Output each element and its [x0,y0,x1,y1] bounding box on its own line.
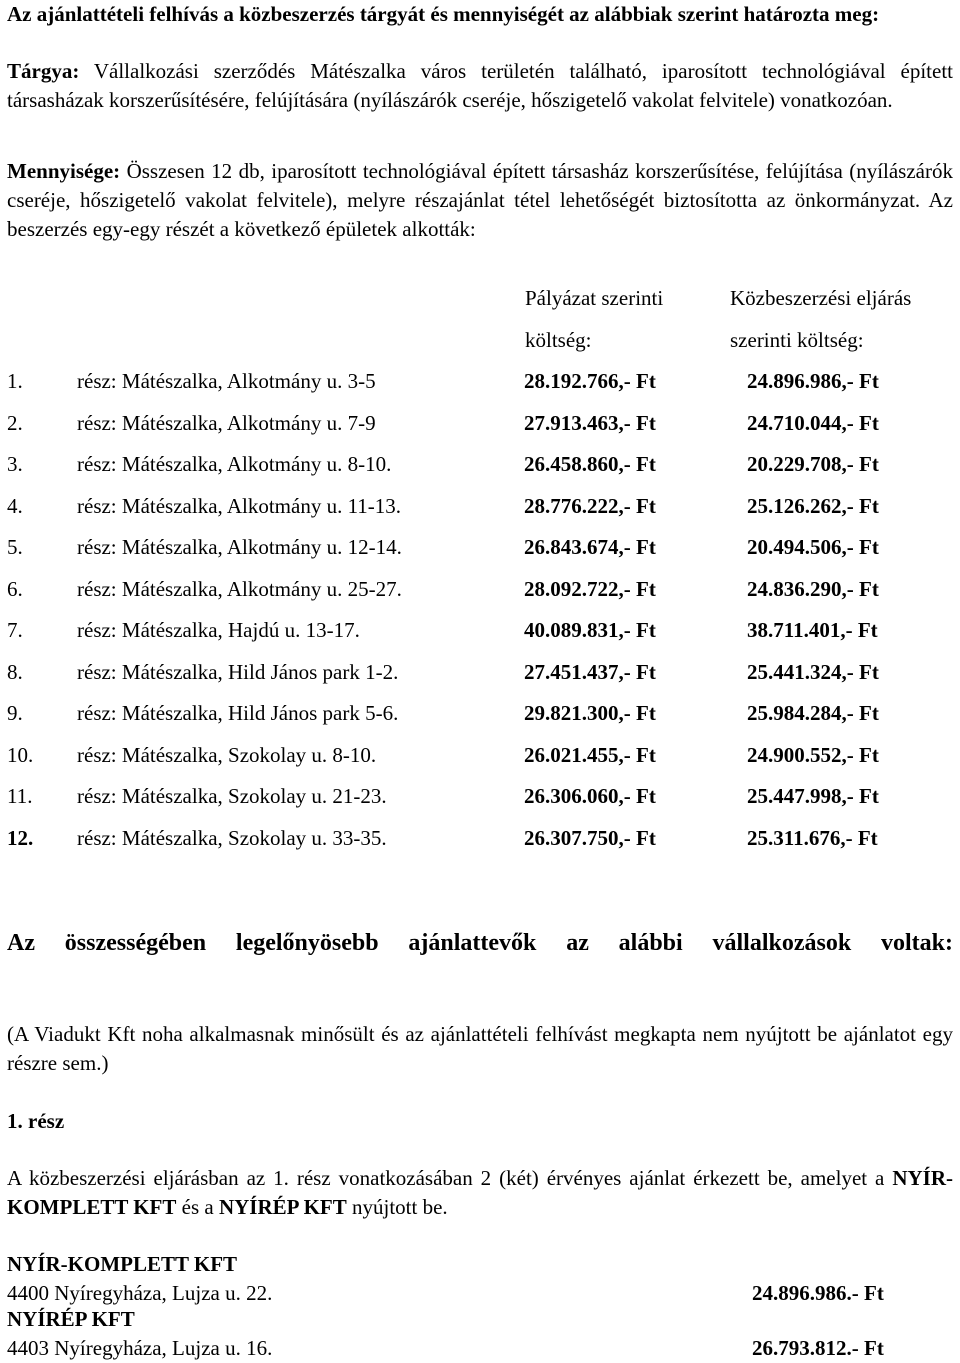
part-location: rész: Mátészalka, Hajdú u. 13-17. [77,618,360,642]
part-number: 10. [7,742,34,767]
subject-label: Tárgya: [7,59,80,83]
procurement-cost: 25.126.262,- Ft [747,493,879,518]
part-location: rész: Mátészalka, Alkotmány u. 11-13. [77,493,402,518]
quantity-text: Összesen 12 db, iparosított technológiával épített társasház korszerűsítése, felújítása (nyílászárók cseréje, hőszigetelő vakolat felvitele), melyre részajánlat tétel lehetőségét biztosította az önkormányzat. Az beszerzés egy-egy részét a következő épületek alkották: [7,159,953,241]
procurement-cost: 20.494.506,- Ft [747,535,879,559]
procurement-cost: 24.710.044,- Ft [747,410,879,435]
part-location: rész: Mátészalka, Szokolay u. 21-23. [77,784,387,808]
bidder-name: NYÍRÉP KFT [7,1307,135,1331]
part-location: rész: Mátészalka, Alkotmány u. 7-9 [77,410,376,435]
planned-cost: 29.821.300,- Ft [524,701,656,725]
subject-paragraph [7,57,953,115]
part-number: 4. [7,493,23,518]
part-number: 11. [7,784,33,808]
bidder-amount: 24.896.986.- Ft [752,1281,884,1305]
planned-cost: 28.192.766,- Ft [524,369,656,393]
part-location: rész: Mátészalka, Alkotmány u. 12-14. [77,535,402,559]
procurement-cost: 25.311.676,- Ft [747,825,878,850]
table-row [7,658,953,700]
procurement-cost: 24.836.290,- Ft [747,576,879,601]
part-number: 6. [7,576,23,601]
part-location: rész: Mátészalka, Hild János park 1-2. [77,659,399,684]
part1-intro-end: nyújtott be. [346,1195,448,1219]
part-location: rész: Mátészalka, Hild János park 5-6. [77,701,399,725]
planned-cost: 40.089.831,- Ft [524,618,656,642]
table-row [7,367,953,409]
table-row [7,409,953,451]
planned-cost: 28.092.722,- Ft [524,576,656,601]
part-number: 3. [7,452,23,476]
table-row [7,533,953,575]
part1-intro [7,1164,953,1222]
planned-cost: 26.307.750,- Ft [524,825,656,850]
quantity-label: Mennyisége: [7,159,121,183]
part1-intro-start: A közbeszerzési eljárásban az 1. rész vonatkozásában 2 (két) érvényes ajánlat érkezett be, amelyet a [7,1166,893,1190]
bidder-amount: 26.793.812.- Ft [752,1336,884,1360]
part-number: 9. [7,701,23,725]
part-location: rész: Mátészalka, Alkotmány u. 8-10. [77,452,392,476]
viadukt-note: (A Viadukt Kft noha alkalmasnak minősült és az ajánlattételi felhívást megkapta nem nyújtott be ajánlatot egy részre sem.) [7,1022,953,1075]
part1-intro-middle: és a [176,1195,219,1219]
part-number: 2. [7,410,23,435]
bidder-row [7,1279,953,1308]
part-number: 7. [7,618,23,642]
procurement-cost: 38.711.401,- Ft [747,618,878,642]
planned-cost: 26.021.455,- Ft [524,742,656,767]
cost-table [7,367,953,865]
table-row [7,782,953,824]
part-number: 8. [7,659,23,684]
table-row [7,616,953,658]
procurement-cost-header-line1: Közbeszerzési eljárás [730,286,912,310]
procurement-cost: 25.447.998,- Ft [747,784,879,808]
part-location: rész: Mátészalka, Alkotmány u. 25-27. [77,576,402,601]
planned-cost: 26.843.674,- Ft [524,535,656,559]
planned-cost: 27.451.437,- Ft [524,659,656,684]
cost-table-header [525,284,953,354]
table-row [7,741,953,783]
table-row [7,575,953,617]
part-number: 5. [7,535,23,559]
part1-company2: NYÍRÉP KFT [218,1195,347,1219]
part-location: rész: Mátészalka, Alkotmány u. 3-5 [77,369,376,393]
table-row [7,492,953,534]
procurement-cost: 20.229.708,- Ft [747,452,879,476]
bidder-address: 4403 Nyíregyháza, Lujza u. 16. [7,1336,273,1360]
bidder-address: 4400 Nyíregyháza, Lujza u. 22. [7,1281,273,1305]
planned-cost-header-line2: költség: [525,328,592,352]
part-location: rész: Mátészalka, Szokolay u. 33-35. [77,825,387,850]
bidder-name: NYÍR-KOMPLETT KFT [7,1252,238,1276]
bidder-row [7,1334,953,1363]
planned-cost: 26.458.860,- Ft [524,452,656,476]
procurement-cost: 24.896.986,- Ft [747,369,879,393]
winners-heading: Az összességében legelőnyösebb ajánlattevők az alábbi vállalkozások voltak: [7,930,953,956]
procurement-cost: 25.441.324,- Ft [747,659,879,684]
table-row [7,699,953,741]
procurement-cost: 24.900.552,- Ft [747,742,879,767]
table-row [7,450,953,492]
planned-cost: 27.913.463,- Ft [524,410,656,435]
planned-cost-header-line1: Pályázat szerinti [525,286,664,310]
part-number: 12. [7,825,34,850]
subject-text: Vállalkozási szerződés Mátészalka város területén található, iparosított technológiával épített társasházak korszerűsítésére, felújítására (nyílászárók cseréje, hőszigetelő vakolat felvitele) vonatkozóan. [7,59,953,112]
part1-company1: NYÍR-KOMPLETT KFT [7,1166,953,1219]
table-row [7,824,953,866]
part-number: 1. [7,369,23,393]
part-location: rész: Mátészalka, Szokolay u. 8-10. [77,742,377,767]
document-heading: Az ajánlattételi felhívás a közbeszerzés tárgyát és mennyiségét az alábbiak szerint határozta meg: [7,2,880,26]
procurement-cost-header-line2: szerinti költség: [730,328,864,352]
planned-cost: 28.776.222,- Ft [524,493,656,518]
part1-heading: 1. rész [7,1109,65,1133]
procurement-cost: 25.984.284,- Ft [747,701,879,725]
quantity-paragraph [7,157,953,244]
planned-cost: 26.306.060,- Ft [524,784,656,808]
